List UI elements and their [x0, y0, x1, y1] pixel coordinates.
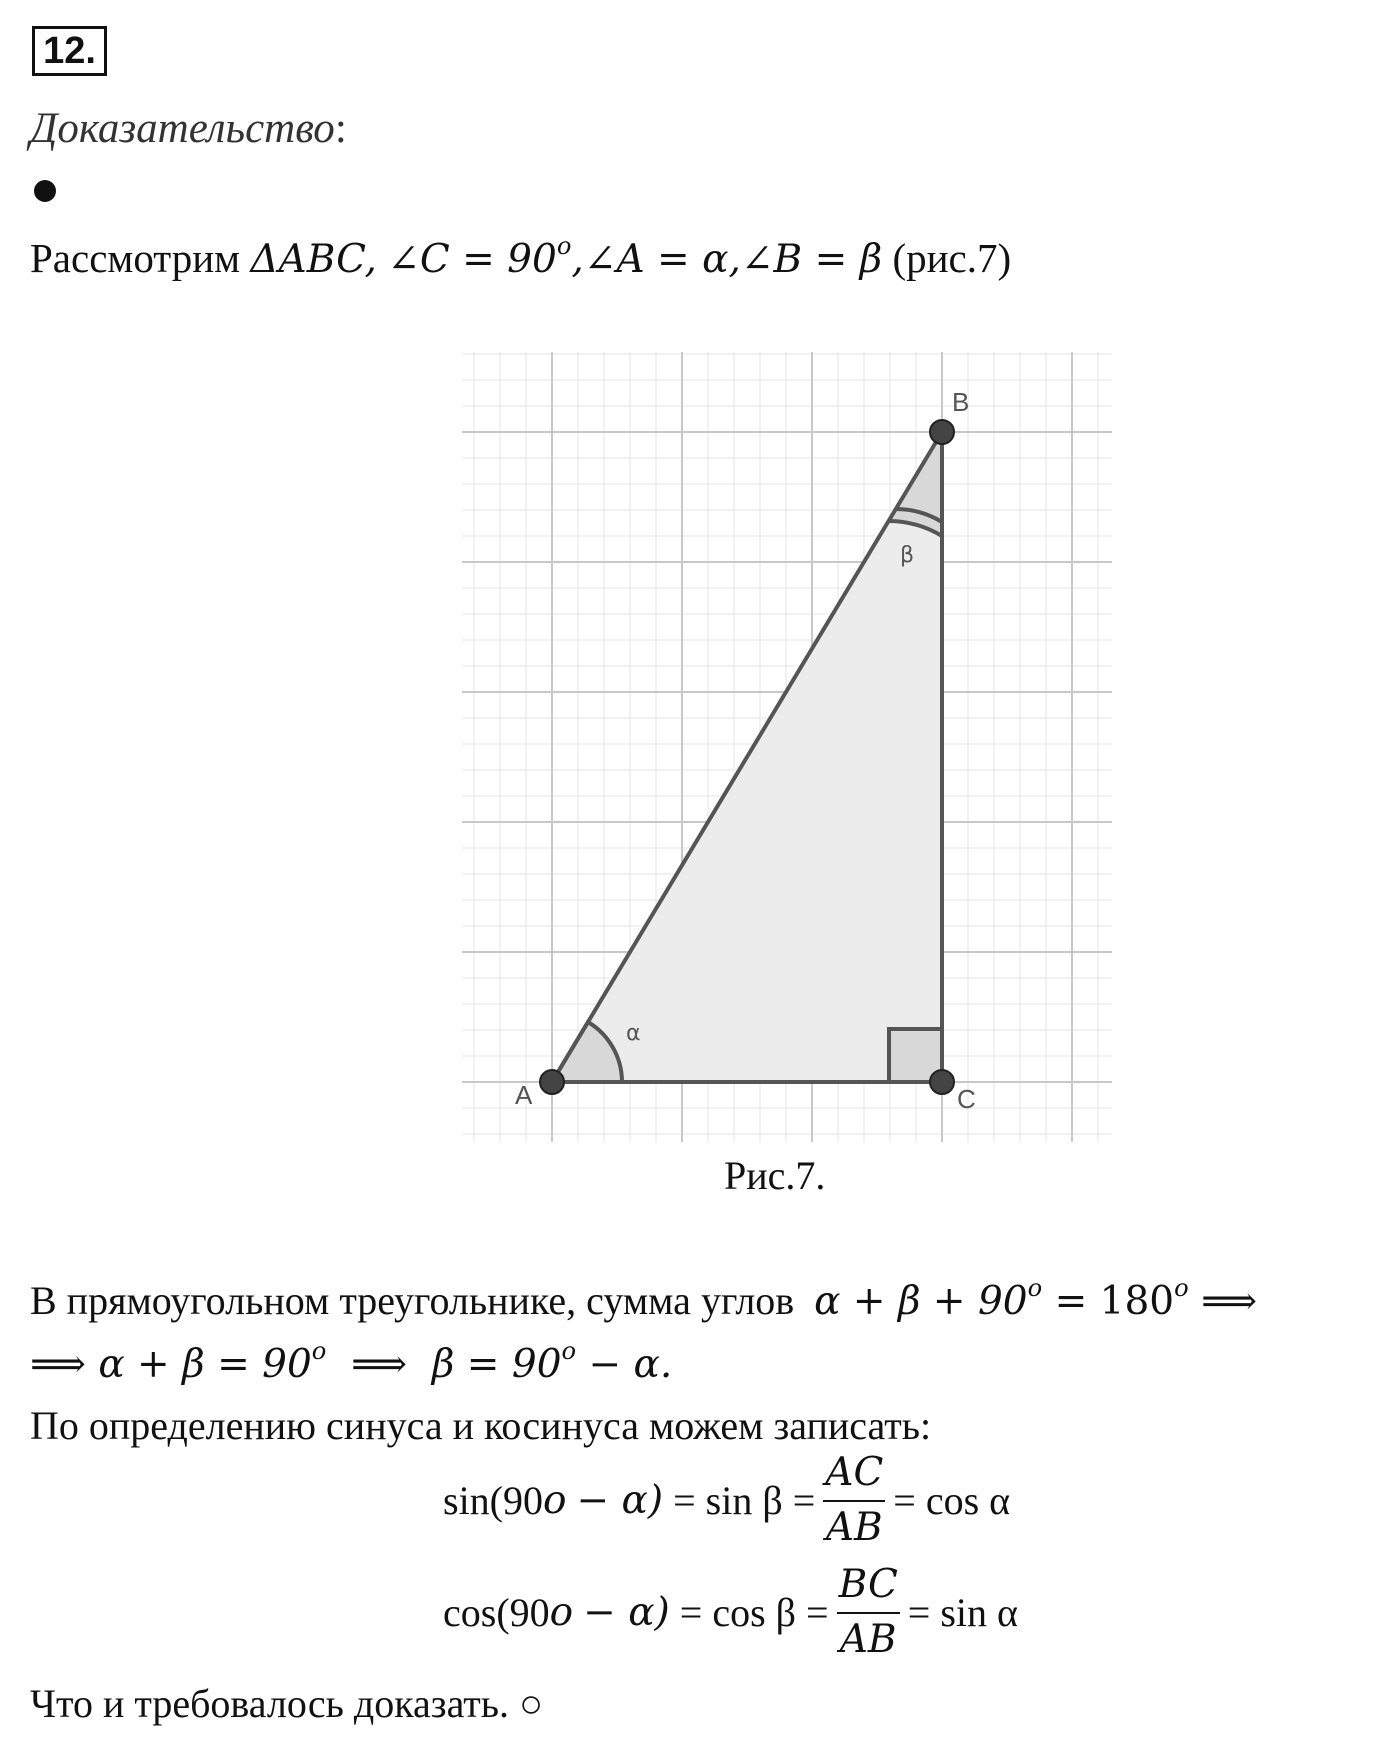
consider-prefix: Рассмотрим: [30, 235, 241, 281]
angle-c: [387, 231, 572, 282]
eq-part: = sin α: [907, 1590, 1018, 1636]
eq-part: = sin β =: [673, 1478, 816, 1524]
definition-line: По определению синуса и косинуса можем записать:: [30, 1403, 932, 1448]
separator: ,: [571, 237, 584, 282]
eq-part: − α): [576, 1478, 664, 1524]
separator: ,: [728, 237, 741, 282]
eq-part: cos(90: [443, 1590, 550, 1636]
fraction-bar: [823, 1500, 885, 1502]
fraction-ac-ab: [823, 1450, 885, 1550]
expr-part: = 180: [1054, 1279, 1175, 1324]
eq-part: = cos α: [893, 1478, 1011, 1524]
expr-part: α + β = 90: [98, 1342, 312, 1387]
label-c: C: [957, 1084, 976, 1114]
angle-sum-text: В прямоугольном треугольнике, сумма углов: [30, 1278, 795, 1323]
angle-sum-expr: [814, 1273, 1257, 1324]
angle-b: ∠B = β: [740, 237, 883, 282]
point-a: [540, 1070, 564, 1094]
triangle-figure: [462, 352, 1112, 1142]
degree-mark: o: [556, 231, 572, 260]
bullet-point: [34, 180, 56, 202]
proof-heading: [30, 104, 347, 153]
numerator: AC: [825, 1450, 884, 1495]
implies-arrow: ⟹: [1201, 1279, 1257, 1324]
expr-part: β = 90: [431, 1342, 562, 1387]
proof-label-text: Доказательство: [30, 105, 335, 152]
expr-part: α + β + 90: [814, 1279, 1028, 1324]
problem-number: 12.: [32, 26, 107, 76]
angle-sum-line-2: [30, 1336, 673, 1387]
figure-reference: (рис.7): [892, 235, 1012, 281]
degree-mark: o: [1174, 1273, 1189, 1302]
angle-a: ∠A = α: [583, 237, 729, 282]
eq-part: sin(90: [443, 1478, 543, 1524]
degree-mark: o: [1027, 1273, 1043, 1302]
point-b: [930, 420, 954, 444]
angle-sum-expr-2: [30, 1336, 673, 1387]
figure-caption: Рис.7.: [724, 1153, 826, 1198]
separator: ,: [364, 237, 377, 282]
eq-part: − α): [583, 1590, 670, 1636]
label-beta: β: [900, 543, 915, 568]
sine-equation: sin(90 o − α) = sin β = $\frac{AC}{AB}$ = cos α: [443, 1450, 1011, 1550]
degree-mark: o: [561, 1336, 577, 1365]
angle-sum-line-1: [30, 1273, 1257, 1324]
label-alpha: α: [626, 1021, 641, 1046]
label-a: A: [515, 1080, 533, 1110]
implies-arrow: ⟹: [30, 1342, 86, 1387]
numerator: BC: [838, 1562, 898, 1607]
fraction-bar: [837, 1612, 900, 1614]
conclusion-line: Что и требовалось доказать. ○: [30, 1681, 544, 1726]
proof-colon: :: [334, 105, 347, 152]
fraction-bc-ab: [837, 1562, 900, 1662]
eq-part: = cos β =: [679, 1590, 829, 1636]
angle-c-text: ∠C = 90: [387, 237, 557, 282]
expr-part: − α.: [588, 1342, 673, 1387]
degree-mark: o: [311, 1336, 327, 1365]
denominator: AB: [825, 1504, 883, 1550]
point-c: [930, 1070, 954, 1094]
label-b: B: [952, 387, 970, 417]
cosine-equation: cos(90 o − α) = cos β = $\frac{BC}{AB}$ = sin α: [443, 1562, 1018, 1662]
denominator: AB: [839, 1616, 897, 1662]
consider-line: [30, 231, 1012, 282]
triangle-name: ΔABC: [250, 237, 365, 282]
implies-arrow: ⟹: [351, 1342, 408, 1387]
